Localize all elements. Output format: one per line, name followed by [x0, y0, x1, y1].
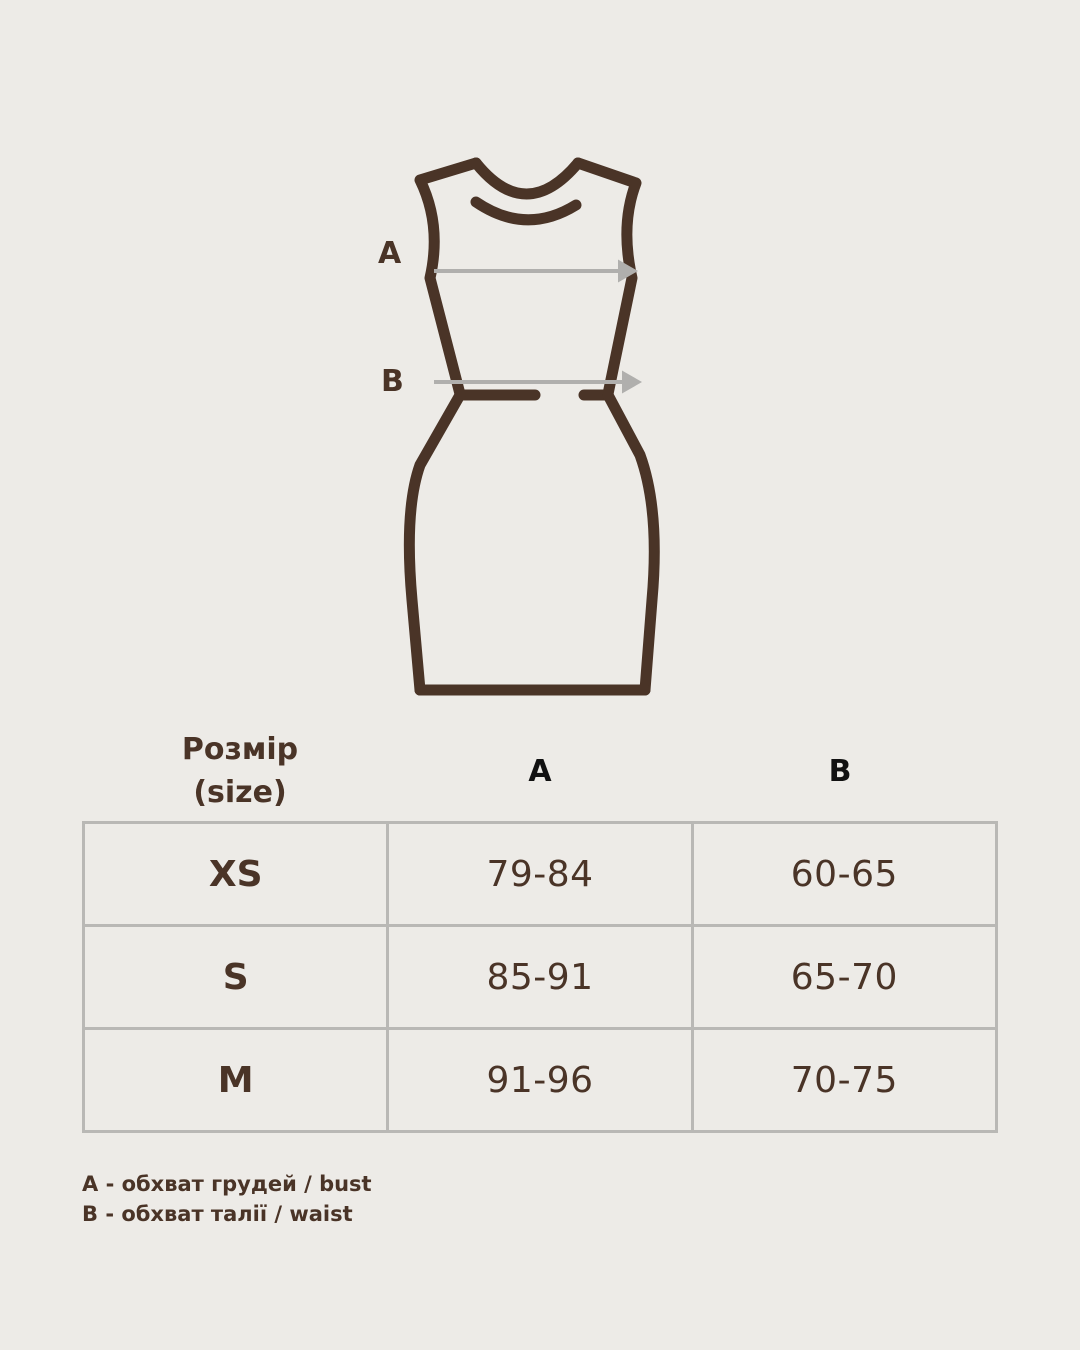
- dress-right-bodice: [578, 163, 636, 394]
- legend: [82, 1169, 372, 1229]
- bust-marker-label: A: [378, 236, 402, 271]
- size-header-line2: (size): [193, 775, 287, 810]
- size-column-header: [160, 728, 320, 814]
- size-cell: XS: [84, 823, 388, 926]
- waist-value-cell: 70-75: [692, 1029, 996, 1132]
- bust-value-cell: 85-91: [388, 926, 692, 1029]
- bust-value-cell: 91-96: [388, 1029, 692, 1132]
- legend-line-waist: B - обхват талії / waist: [82, 1202, 353, 1226]
- size-cell: M: [84, 1029, 388, 1132]
- dress-skirt-right: [608, 395, 654, 690]
- size-header-line1: Розмір: [181, 732, 299, 767]
- waist-marker-label: B: [381, 364, 404, 399]
- dress-collar: [476, 202, 576, 220]
- size-cell: S: [84, 926, 388, 1029]
- table-row: [84, 926, 997, 1029]
- waist-value-cell: 65-70: [692, 926, 996, 1029]
- waist-arrow-head: [624, 374, 638, 390]
- dress-skirt-left: [409, 395, 460, 690]
- column-header-b: B: [828, 754, 852, 789]
- table-row: [84, 823, 997, 926]
- size-chart-table: [82, 821, 998, 1133]
- table-row: [84, 1029, 997, 1132]
- legend-line-bust: A - обхват грудей / bust: [82, 1172, 372, 1196]
- dress-neckline: [476, 163, 578, 194]
- waist-value-cell: 60-65: [692, 823, 996, 926]
- bust-value-cell: 79-84: [388, 823, 692, 926]
- dress-left-bodice: [420, 163, 476, 394]
- column-header-a: A: [528, 754, 552, 789]
